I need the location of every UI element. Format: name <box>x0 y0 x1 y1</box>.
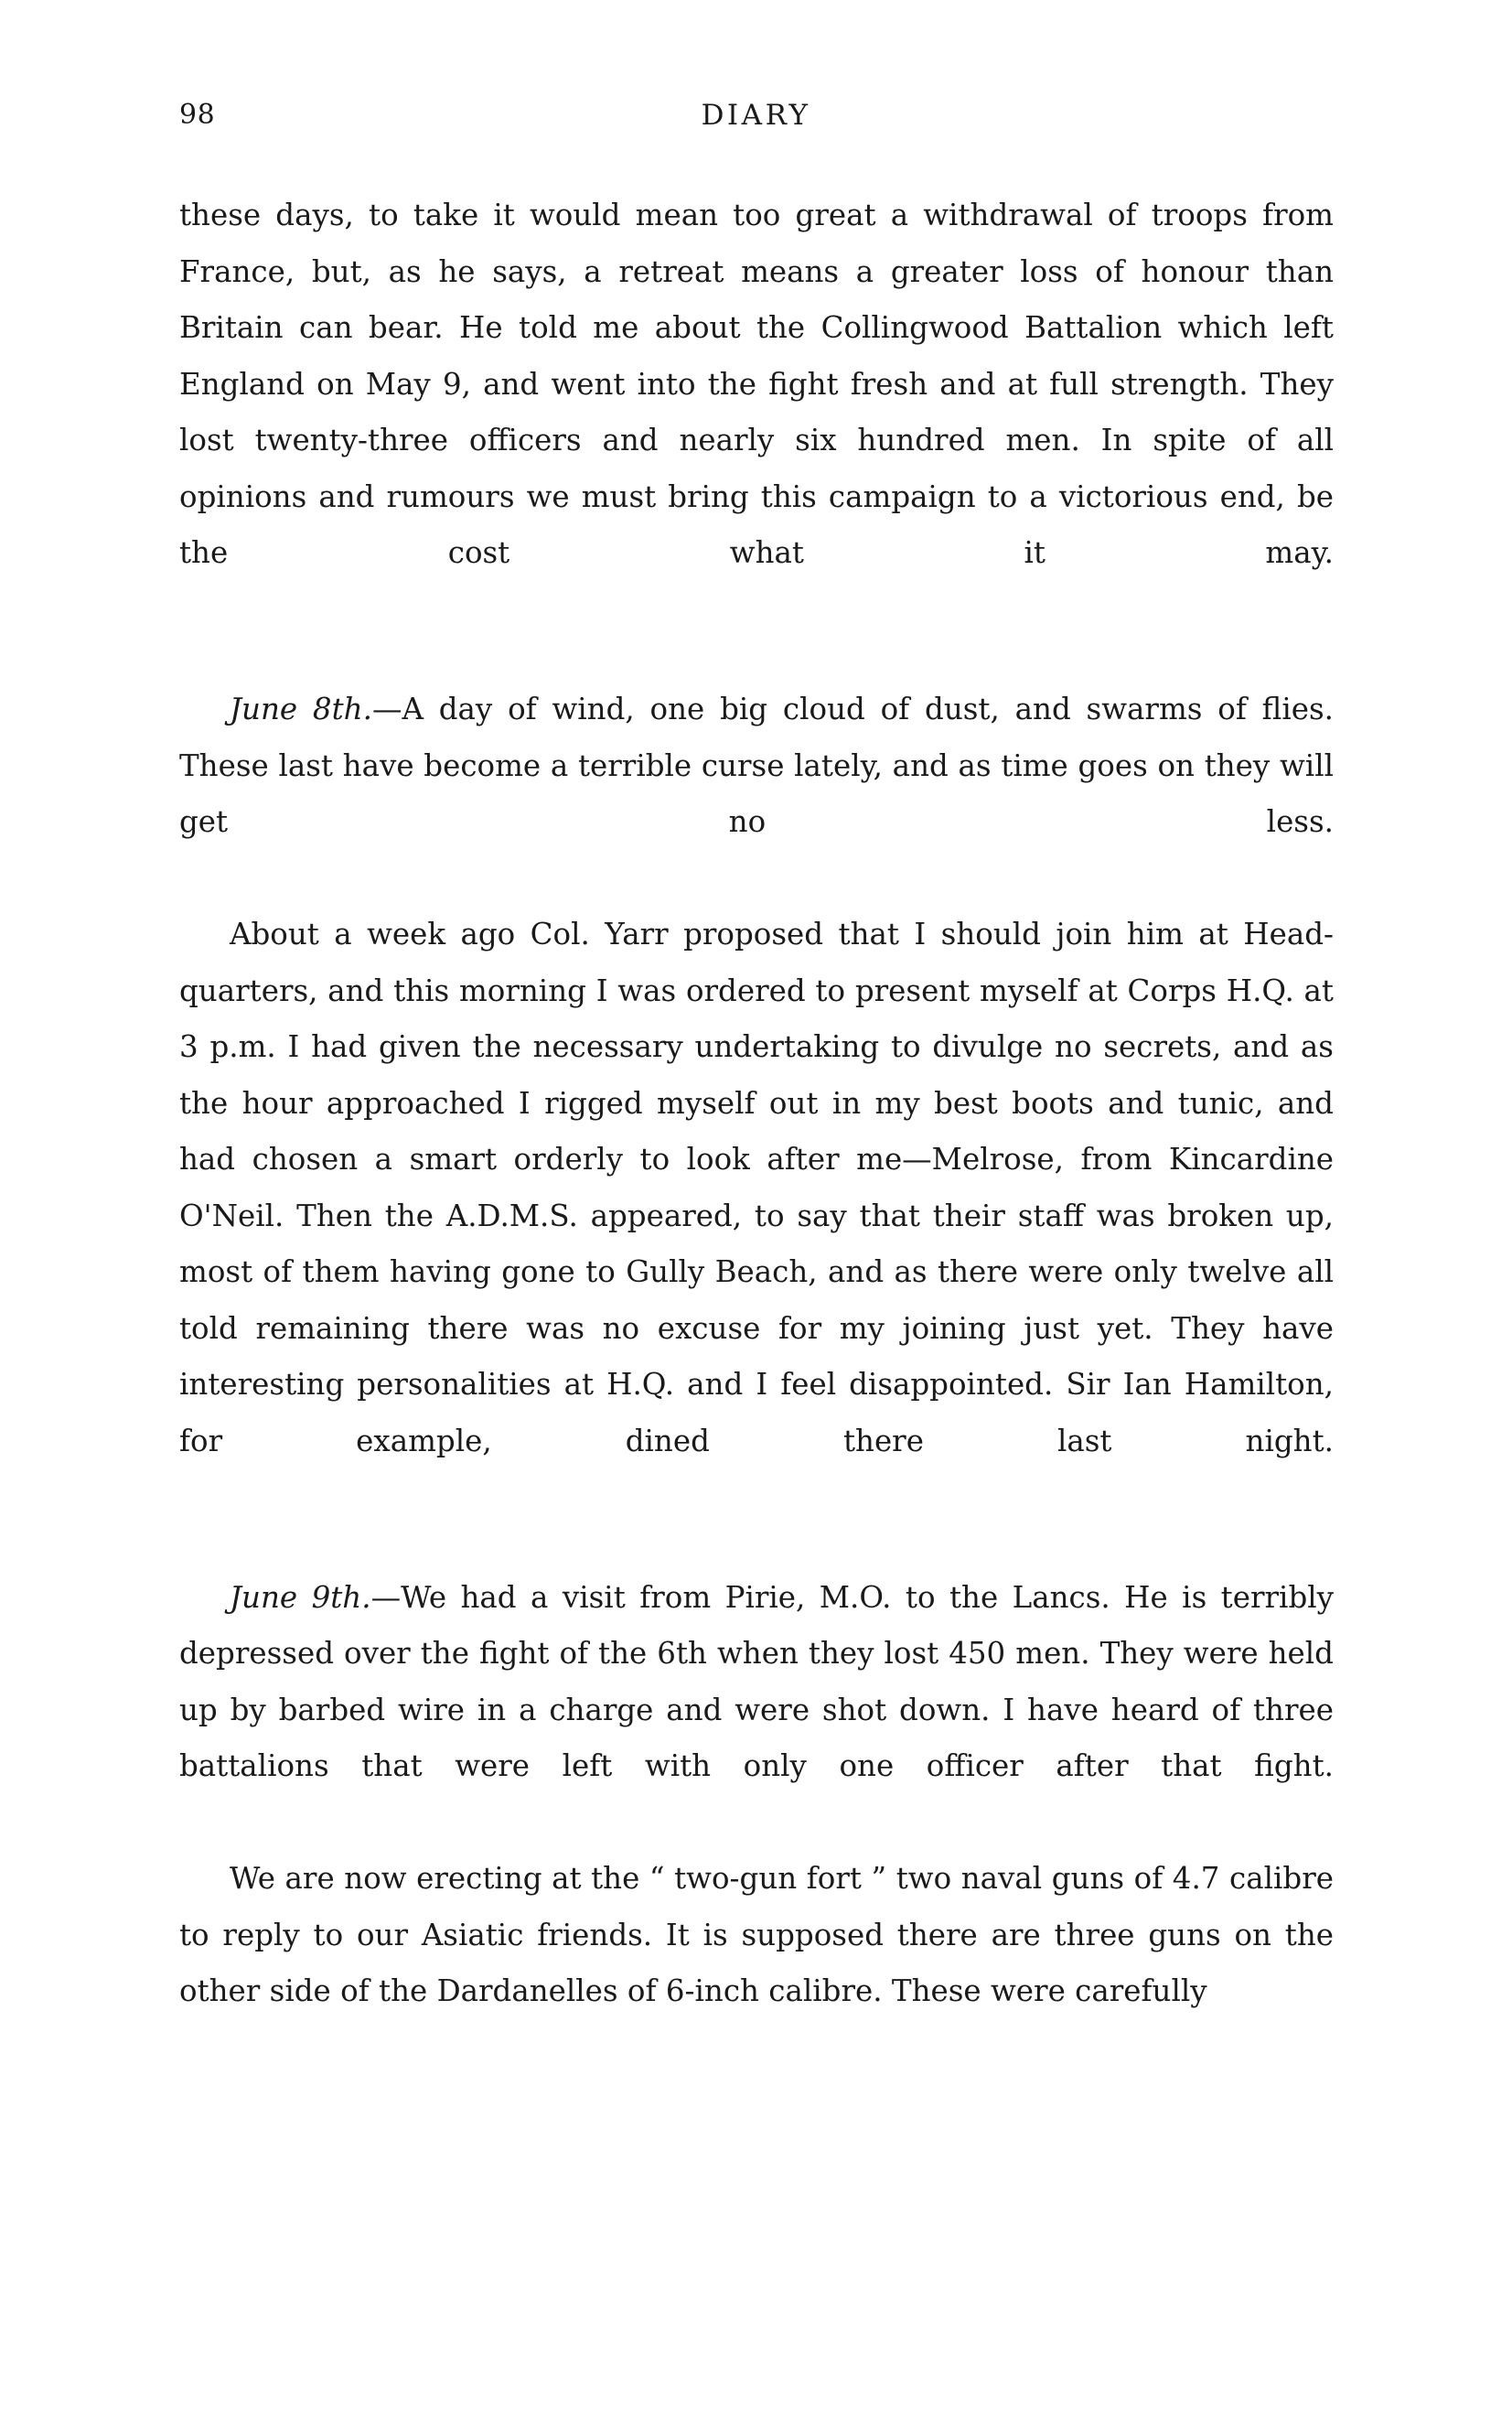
page-header <box>179 99 1333 135</box>
diary-date-june-9th: June 9th. <box>230 1579 371 1615</box>
diary-date-june-8th: June 8th. <box>230 692 372 726</box>
paragraph-june-9th <box>179 1570 1334 1852</box>
page-number: 98 <box>179 99 216 131</box>
paragraph-june-8th-continued <box>179 907 1334 1526</box>
paragraph-june-8th <box>179 682 1334 907</box>
paragraph-june-9th-continued <box>179 1851 1334 2020</box>
paragraph-text: —A day of wind, one big cloud of dust, and swarms of flies. These last have become a terrible curse lately, and as time goes on they will get no less. <box>179 692 1334 839</box>
paragraph-text: —We had a visit from Pirie, M.O. to the Lancs. He is terribly depressed over the fight of the 6th when they lost 450 men. They were held up by barbed wire in a charge and were shot down. I have heard of three battalions that were left with only one officer after that fight. <box>179 1579 1335 1783</box>
paragraph-text: these days, to take it would mean too great a withdrawal of troops from France, but, as he says, a retreat means a greater loss of honour than Britain can bear. He told me about the Collingwood Battalion which left England on May 9, and went into the fight fresh and at full strength. They lost twenty-three officers and nearly six hundred men. In spite of all opinions and rumours we must bring this campaign to a victorious end, be the cost what it may. <box>179 198 1334 570</box>
paragraph-text: We are now erecting at the “ two-gun fort ” two naval guns of 4.7 calibre to reply to our Asiatic friends. It is supposed there are three guns on the other side of the Dardanelles of 6-inch calibre. These were carefully <box>179 1861 1334 2008</box>
page-body <box>179 188 1334 2020</box>
paragraph-text: About a week ago Col. Yarr proposed that I should join him at Head-quarters, and this morning I was ordered to present myself at Corps H.Q. at 3 p.m. I had given the necessary undertaking to divulge no secrets, and as the hour approached I rigged myself out in my best boots and tunic, and had chosen a smart orderly to look after me—Melrose, from Kincardine O'Neil. Then the A.D.M.S. appeared, to say that their staff was broken up, most of them having gone to Gully Beach, and as there were only twelve all told remaining there was no excuse for my joining just yet. They have interesting personalities at H.Q. and I feel disappointed. Sir Ian Hamilton, for example, dined there last night. <box>179 917 1334 1458</box>
paragraph-continuation <box>179 188 1334 638</box>
running-head: DIARY <box>701 99 811 132</box>
